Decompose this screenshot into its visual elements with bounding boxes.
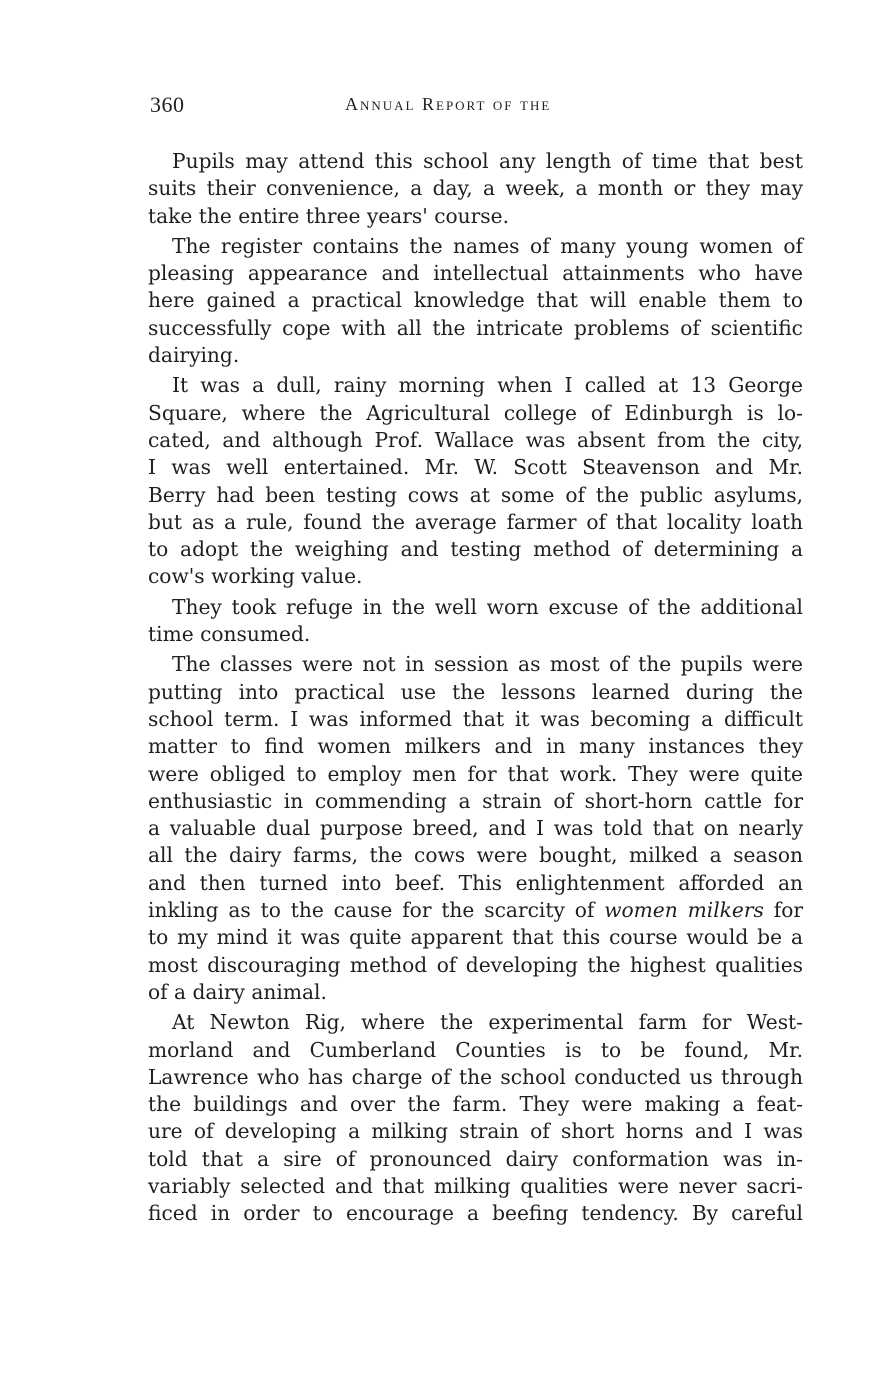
- text-line: suits their convenience, a day, a week, a month or they may: [148, 176, 803, 201]
- paragraph-5: [148, 651, 803, 1006]
- text-segment: inkling as to the cause for the scarcity of: [148, 898, 595, 923]
- text-line: They took refuge in the well worn excuse of the additional: [172, 594, 803, 619]
- italic-phrase: women milkers: [604, 898, 764, 923]
- text-line: I was well entertained. Mr. W. Scott Steavenson and Mr.: [148, 455, 803, 480]
- text-line: variably selected and that milking qualities were never sacri-: [148, 1173, 803, 1198]
- text-line: The register contains the names of many young women of: [172, 233, 803, 258]
- running-head: Annual Report of the: [345, 94, 552, 114]
- text-line: were obliged to employ men for that work. They were quite: [148, 761, 803, 786]
- text-line: here gained a practical knowledge that will enable them to: [148, 288, 803, 313]
- text-line: all the dairy farms, the cows were bought, milked a season: [148, 843, 803, 868]
- page-number: 360: [150, 92, 185, 117]
- text-line: and then turned into beef. This enlightenment afforded an: [148, 870, 803, 895]
- text-line: of a dairy animal.: [148, 979, 327, 1004]
- text-line: Square, where the Agricultural college of Edinburgh is lo-: [148, 400, 803, 425]
- text-line: time consumed.: [148, 622, 311, 647]
- text-line: Lawrence who has charge of the school conducted us through: [148, 1064, 803, 1089]
- text-line: to my mind it was quite apparent that this course would be a: [148, 925, 803, 950]
- paragraph-4: [148, 594, 803, 649]
- text-line: At Newton Rig, where the experimental farm for West-: [172, 1010, 803, 1035]
- text-line: matter to find women milkers and in many instances they: [148, 734, 803, 759]
- text-line: cow's working value.: [148, 564, 363, 589]
- text-line: the buildings and over the farm. They were making a feat-: [148, 1092, 803, 1117]
- text-line: school term. I was informed that it was becoming a difficult: [148, 706, 803, 731]
- text-line: putting into practical use the lessons learned during the: [148, 679, 803, 704]
- text-line: dairying.: [148, 343, 240, 368]
- text-line: a valuable dual purpose breed, and I was told that on nearly: [148, 816, 803, 841]
- text-line: pleasing appearance and intellectual attainments who have: [148, 261, 803, 286]
- text-line: Pupils may attend this school any length of time that best: [172, 149, 803, 173]
- text-line: but as a rule, found the average farmer of that locality loath: [148, 509, 803, 534]
- page-header: [150, 92, 610, 124]
- text-line-with-italic: [148, 897, 803, 924]
- text-segment: for: [763, 898, 803, 923]
- text-line: to adopt the weighing and testing method of determining a: [148, 537, 803, 562]
- text-line: Berry had been testing cows at some of the public asylums,: [148, 482, 803, 507]
- text-line: ure of developing a milking strain of short horns and I was: [148, 1119, 803, 1144]
- paragraph-1: [148, 148, 803, 230]
- text-line: cated, and although Prof. Wallace was absent from the city,: [148, 427, 803, 452]
- text-line: The classes were not in session as most of the pupils were: [172, 652, 803, 677]
- text-line: successfully cope with all the intricate problems of scientific: [148, 315, 803, 340]
- text-line: ficed in order to encourage a beefing tendency. By careful: [148, 1201, 803, 1226]
- body-text: [148, 148, 803, 1228]
- paragraph-2: [148, 233, 803, 369]
- text-line: told that a sire of pronounced dairy conformation was in-: [148, 1146, 803, 1171]
- text-line: enthusiastic in commending a strain of short-horn cattle for: [148, 788, 803, 813]
- paragraph-6: [148, 1009, 803, 1227]
- text-line: take the entire three years' course.: [148, 203, 510, 228]
- paragraph-3: [148, 372, 803, 590]
- text-line: morland and Cumberland Counties is to be found, Mr.: [148, 1037, 803, 1062]
- text-line: most discouraging method of developing the highest qualities: [148, 952, 803, 977]
- text-line: It was a dull, rainy morning when I called at 13 George: [172, 373, 803, 398]
